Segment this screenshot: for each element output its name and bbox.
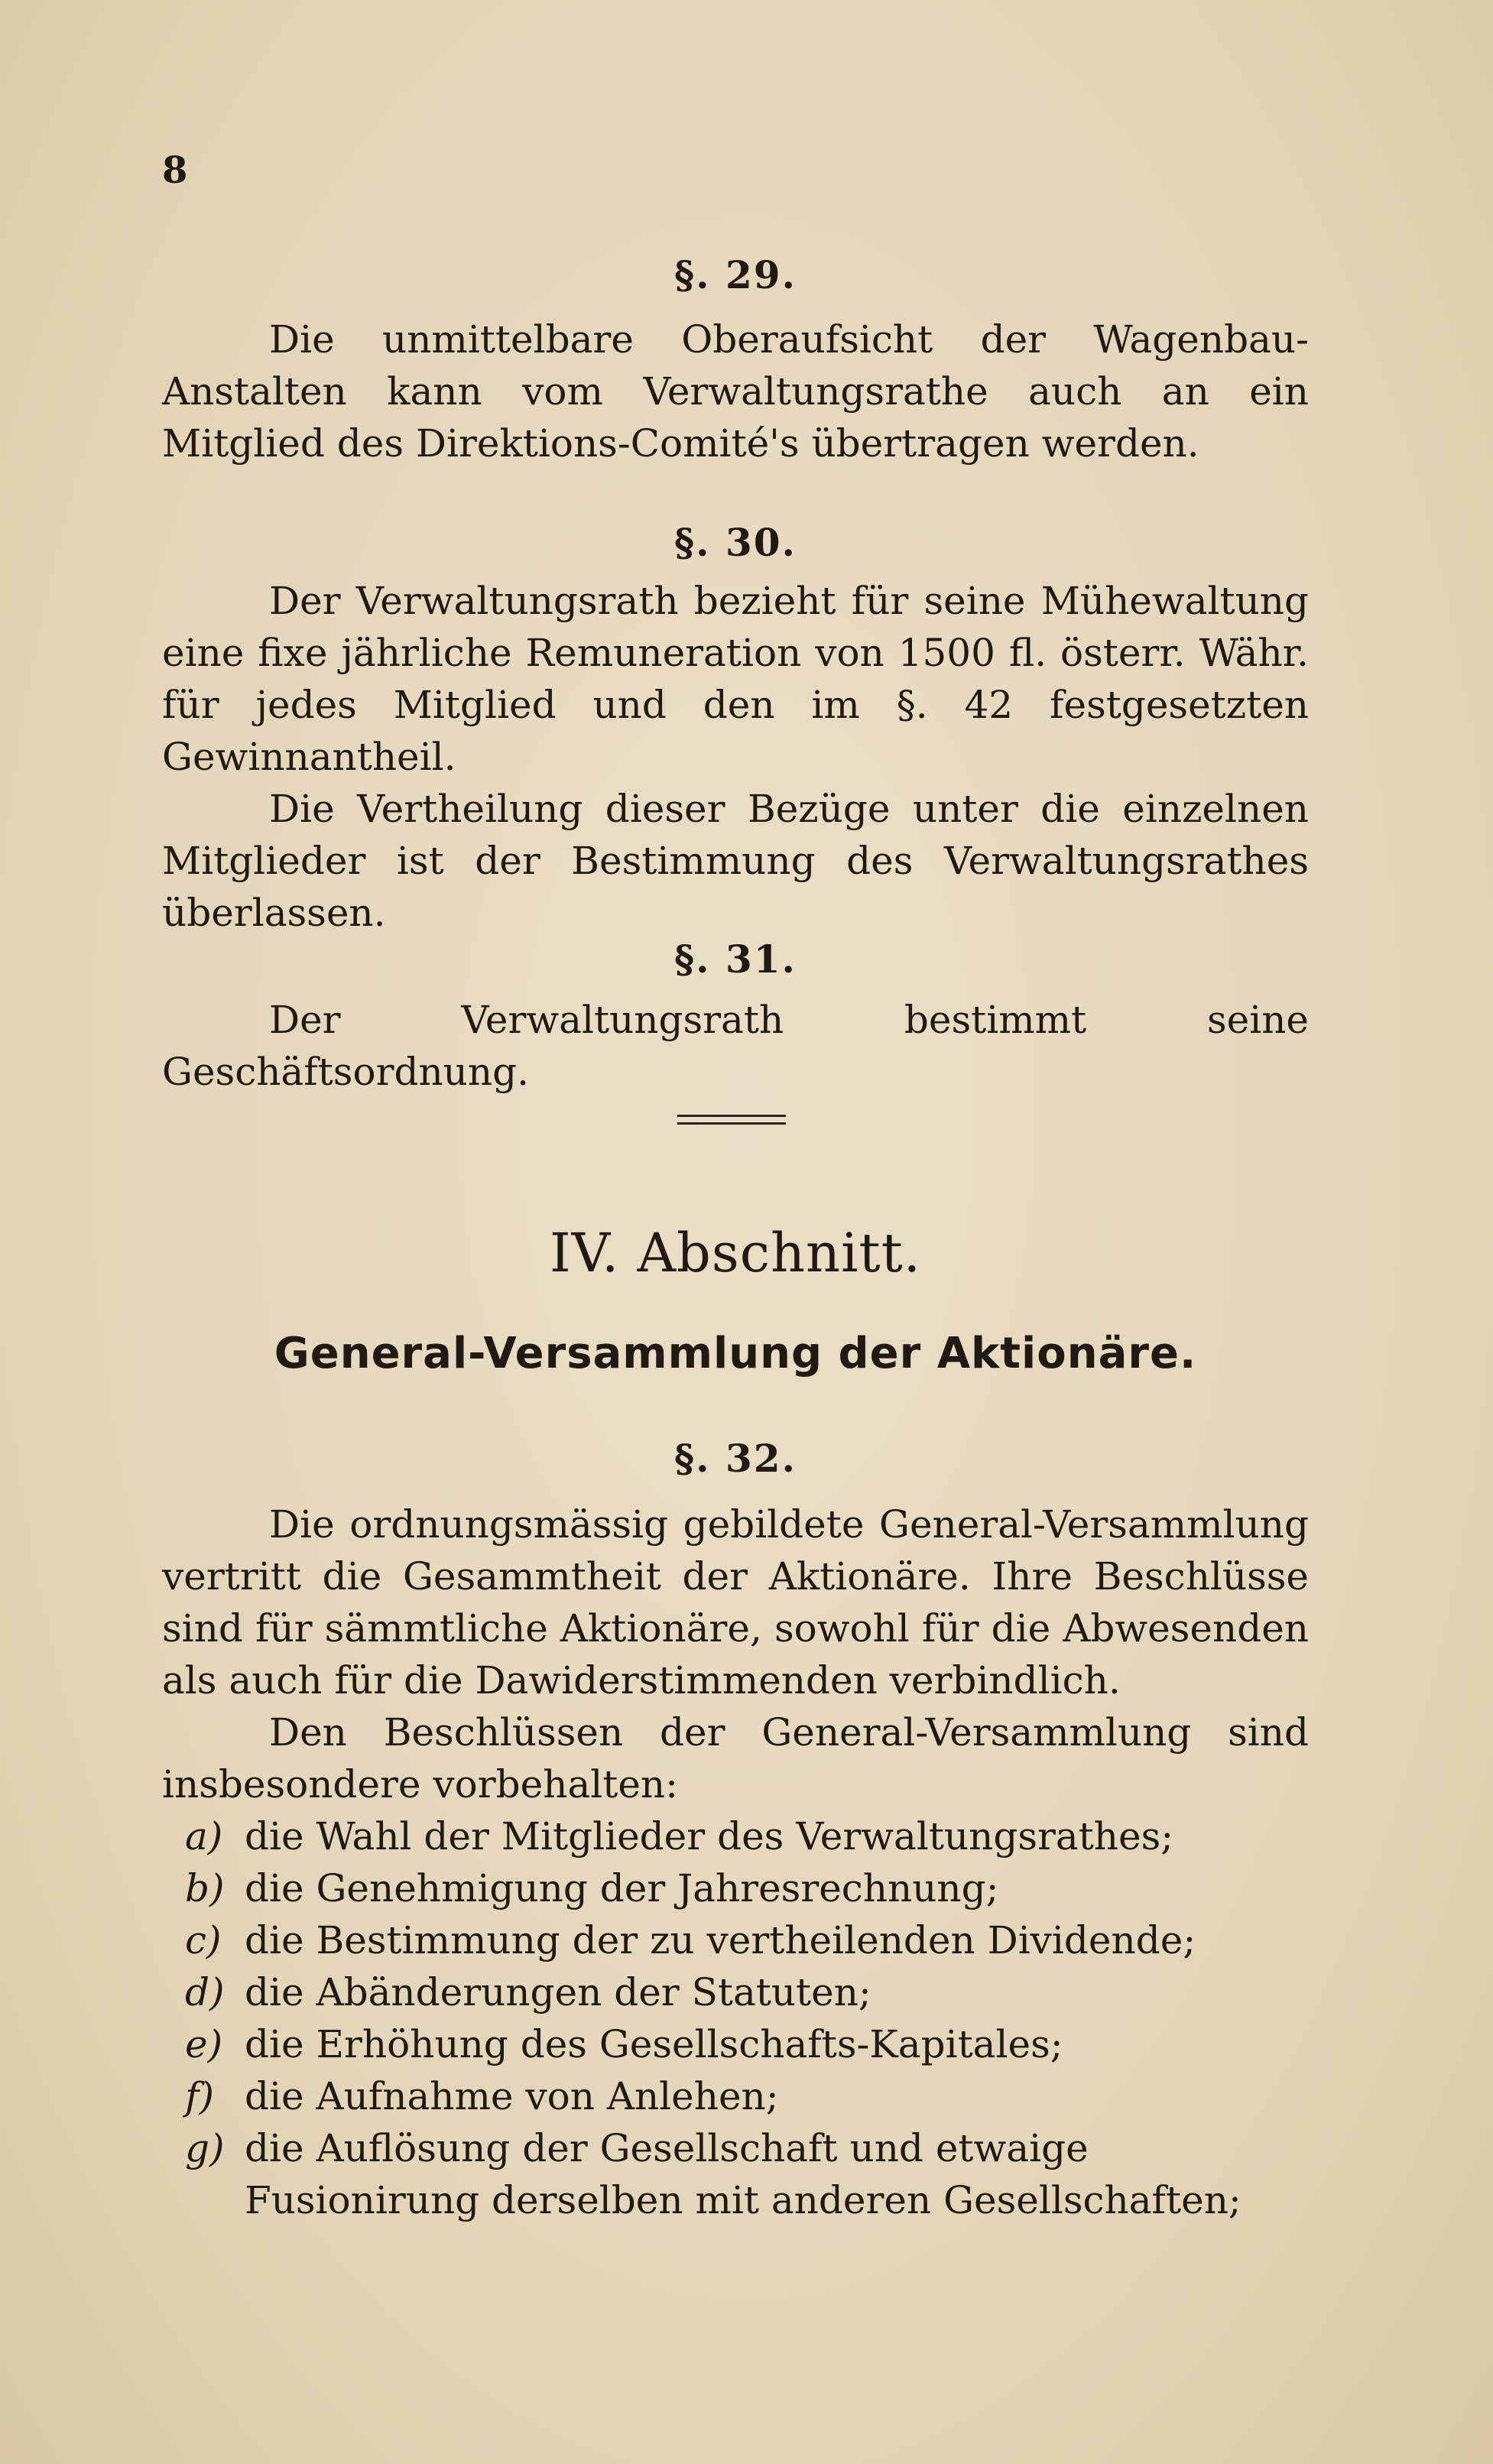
section-29-body bbox=[162, 313, 1309, 469]
reserved-matters-list bbox=[162, 1810, 1309, 2226]
list-item bbox=[162, 2018, 1309, 2070]
section-31-text: Der Verwaltungsrath bestimmt seine Geschäftsordnung. bbox=[162, 998, 1309, 1094]
list-text: die Auflösung der Gesellschaft und etwaige Fusionirung derselben mit anderen Gesellschaften; bbox=[245, 2126, 1241, 2222]
section-32-body bbox=[162, 1498, 1309, 2226]
list-marker: b) bbox=[185, 1866, 225, 1910]
section-32-heading: §. 32. bbox=[674, 1436, 797, 1481]
list-marker: a) bbox=[185, 1814, 223, 1859]
list-marker: e) bbox=[185, 2022, 223, 2066]
chapter-heading: IV. Abschnitt. bbox=[549, 1222, 922, 1284]
list-item bbox=[162, 1862, 1309, 1914]
divider-line bbox=[677, 1115, 786, 1117]
list-text: die Erhöhung des Gesellschafts-Kapitales; bbox=[245, 2022, 1063, 2066]
list-marker: d) bbox=[185, 1970, 225, 2014]
list-marker: c) bbox=[185, 1918, 222, 1962]
list-marker: g) bbox=[185, 2126, 225, 2170]
list-item bbox=[162, 1966, 1309, 2018]
section-30-body bbox=[162, 575, 1309, 939]
list-text: die Aufnahme von Anlehen; bbox=[245, 2074, 779, 2118]
page-number: 8 bbox=[162, 149, 188, 192]
section-divider bbox=[677, 1115, 786, 1130]
list-text: die Abänderungen der Statuten; bbox=[245, 1970, 871, 2014]
list-item bbox=[162, 1810, 1309, 1862]
list-text: die Wahl der Mitglieder des Verwaltungsrathes; bbox=[245, 1814, 1174, 1859]
section-32-paragraph-1: Die ordnungsmässig gebildete General-Versammlung vertritt die Gesammtheit der Aktionäre. Ihre Beschlüsse sind für sämmtliche Aktionäre, sowohl für die Abwesenden als auch für die Dawiderstimmenden verbindlich. bbox=[162, 1502, 1309, 1703]
section-29-text: Die unmittelbare Oberaufsicht der Wagenbau-Anstalten kann vom Verwaltungsrathe auch an ein Mitglied des Direktions-Comité's übertragen werden. bbox=[162, 317, 1309, 466]
section-30-paragraph-2: Die Vertheilung dieser Bezüge unter die einzelnen Mitglieder ist der Bestimmung des Verwaltungsrathes überlassen. bbox=[162, 787, 1309, 935]
divider-line bbox=[677, 1122, 786, 1125]
list-marker: f) bbox=[185, 2074, 215, 2118]
list-item bbox=[162, 2070, 1309, 2122]
list-text: die Bestimmung der zu vertheilenden Dividende; bbox=[245, 1918, 1196, 1962]
chapter-title: General-Versammlung der Aktionäre. bbox=[274, 1329, 1197, 1378]
list-item bbox=[162, 2122, 1309, 2226]
section-31-body bbox=[162, 994, 1309, 1098]
section-30-paragraph-1: Der Verwaltungsrath bezieht für seine Mühewaltung eine fixe jährliche Remuneration von 1500 fl. österr. Währ. für jedes Mitglied und den im §. 42 festgesetzten Gewinnantheil. bbox=[162, 579, 1309, 779]
section-29-heading: §. 29. bbox=[674, 252, 797, 297]
section-30-heading: §. 30. bbox=[674, 520, 797, 565]
section-31-heading: §. 31. bbox=[674, 937, 797, 982]
list-text: die Genehmigung der Jahresrechnung; bbox=[245, 1866, 999, 1910]
section-32-paragraph-2: Den Beschlüssen der General-Versammlung sind insbesondere vorbehalten: bbox=[162, 1710, 1309, 1807]
list-item bbox=[162, 1914, 1309, 1966]
